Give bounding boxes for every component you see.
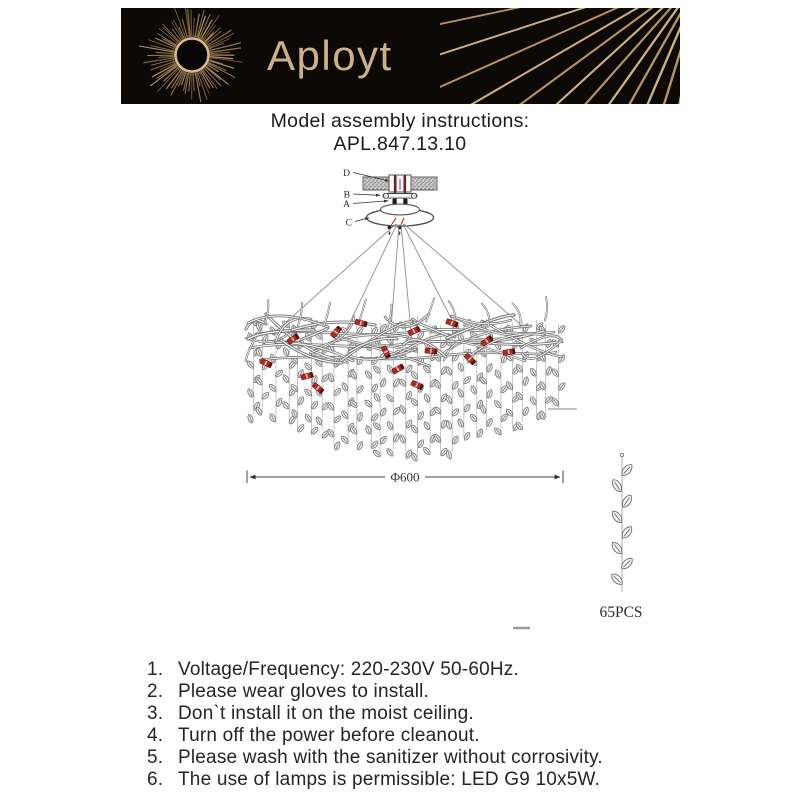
instruction-item: [147, 747, 672, 769]
model-number: APL.847.13.10: [333, 133, 467, 155]
ceiling-mount-diagram: [363, 175, 437, 235]
instruction-item: [147, 659, 672, 681]
label-d: D: [343, 169, 350, 179]
strand-detail: [609, 453, 634, 592]
branch-frame: [246, 297, 562, 366]
instruction-item: [147, 769, 672, 791]
lamp-socket: [425, 348, 437, 354]
label-c: C: [345, 218, 352, 229]
page-title: Model assembly instructions:: [270, 110, 530, 132]
crystal-strand: [457, 317, 472, 441]
crystal-strand: [385, 321, 401, 457]
instruction-number: 1.: [147, 659, 164, 680]
instruction-item: [147, 703, 672, 725]
instruction-text: Voltage/Frequency: 220-230V 50-60Hz.: [178, 659, 519, 680]
instruction-number: 2.: [147, 680, 164, 702]
label-a: A: [343, 200, 350, 210]
instruction-text: Don`t install it on the moist ceiling.: [178, 702, 474, 724]
instruction-number: 4.: [147, 724, 164, 746]
instruction-item: [147, 725, 672, 747]
instruction-text: Please wash with the sanitizer without corrosivity.: [178, 746, 603, 768]
instructions-list: [147, 659, 672, 790]
instruction-number: 5.: [147, 746, 164, 768]
dimension-line: [247, 470, 563, 485]
brand-name: Aployt: [267, 32, 393, 79]
label-b: B: [343, 190, 350, 201]
instruction-number: 6.: [147, 768, 164, 790]
crystal-strand: [326, 329, 342, 451]
instruction-text: Please wear gloves to install.: [178, 680, 430, 702]
lamp-socket: [355, 319, 368, 327]
lamp-socket: [410, 380, 423, 390]
crystal-strand: [433, 325, 449, 457]
diameter-label: Φ600: [390, 469, 420, 485]
instruction-number: 3.: [147, 702, 164, 724]
instruction-text: Turn off the power before cleanout.: [178, 724, 480, 746]
instruction-text: The use of lamps is permissible: LED G9 10x5W.: [178, 768, 601, 790]
instruction-item: [147, 681, 672, 703]
strand-count-label: 65PCS: [599, 604, 643, 621]
